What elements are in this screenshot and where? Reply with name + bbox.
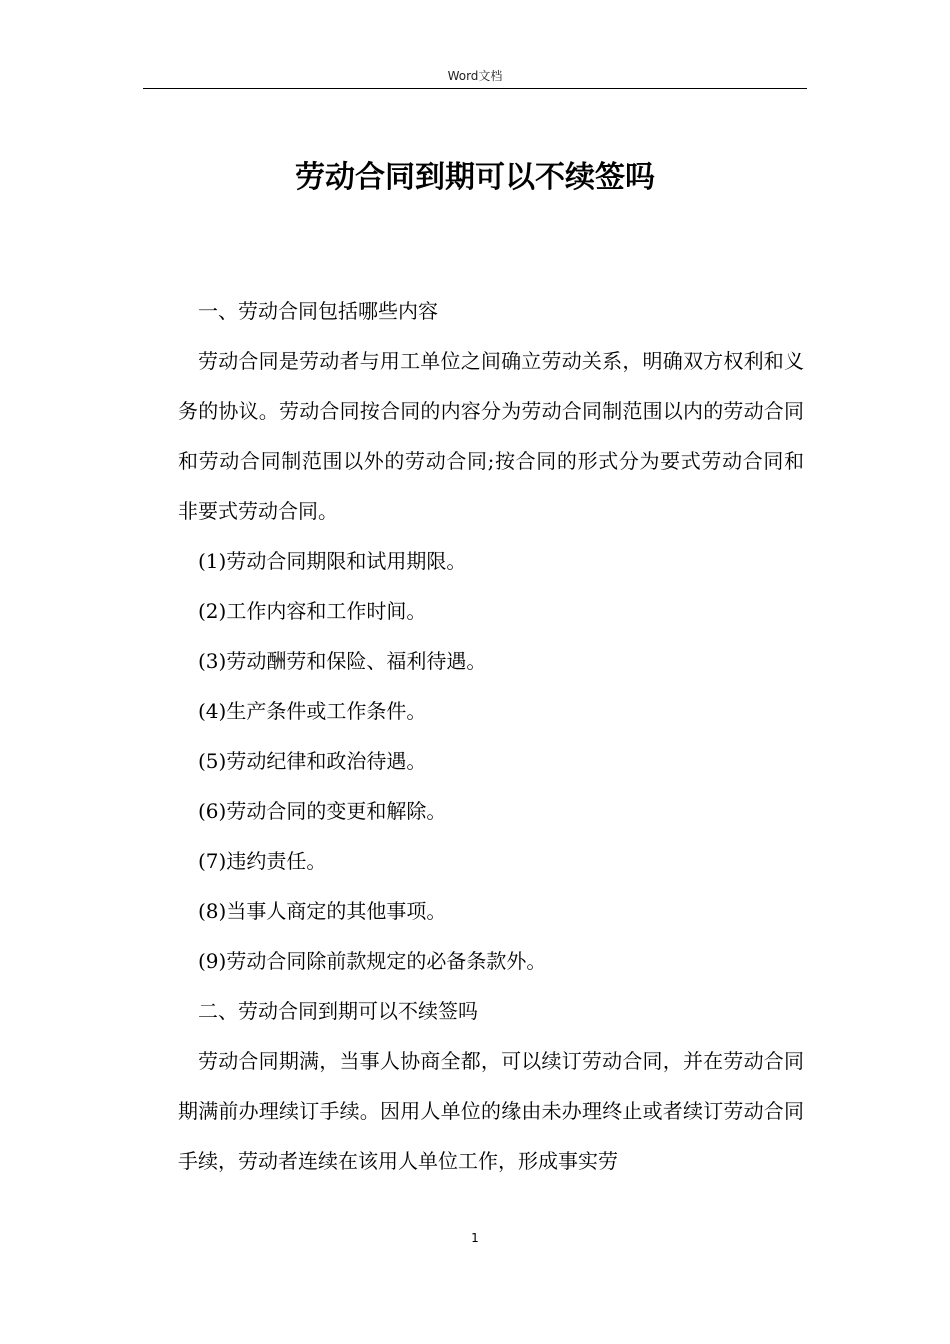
- page-header: Word文档: [447, 69, 503, 83]
- list-item: (2)工作内容和工作时间。: [198, 599, 427, 623]
- list-item: (9)劳动合同除前款规定的必备条款外。: [198, 949, 547, 973]
- document-body: [178, 286, 804, 1186]
- list-item: (1)劳动合同期限和试用期限。: [198, 549, 467, 573]
- section-heading-1: 一、劳动合同包括哪些内容: [198, 299, 438, 323]
- list-item: (5)劳动纪律和政治待遇。: [198, 749, 427, 773]
- document-title: 劳动合同到期可以不续签吗: [295, 160, 655, 195]
- header-divider: [143, 88, 807, 89]
- page-number: 1: [471, 1231, 479, 1245]
- list-item: (4)生产条件或工作条件。: [198, 699, 427, 723]
- list-item: (6)劳动合同的变更和解除。: [198, 799, 447, 823]
- body-paragraph: 劳动合同期满，当事人协商全都，可以续订劳动合同，并在劳动合同期满前办理续订手续。因用人单位的缘由未办理终止或者续订劳动合同手续，劳动者连续在该用人单位工作，形成事实劳: [178, 1049, 804, 1173]
- body-paragraph: 劳动合同是劳动者与用工单位之间确立劳动关系，明确双方权利和义务的协议。劳动合同按合同的内容分为劳动合同制范围以内的劳动合同和劳动合同制范围以外的劳动合同;按合同的形式分为要式劳动合同和非要式劳动合同。: [178, 349, 804, 523]
- list-item: (7)违约责任。: [198, 849, 327, 873]
- list-item: (8)当事人商定的其他事项。: [198, 899, 447, 923]
- section-heading-2: 二、劳动合同到期可以不续签吗: [198, 999, 478, 1023]
- list-item: (3)劳动酬劳和保险、福利待遇。: [198, 649, 487, 673]
